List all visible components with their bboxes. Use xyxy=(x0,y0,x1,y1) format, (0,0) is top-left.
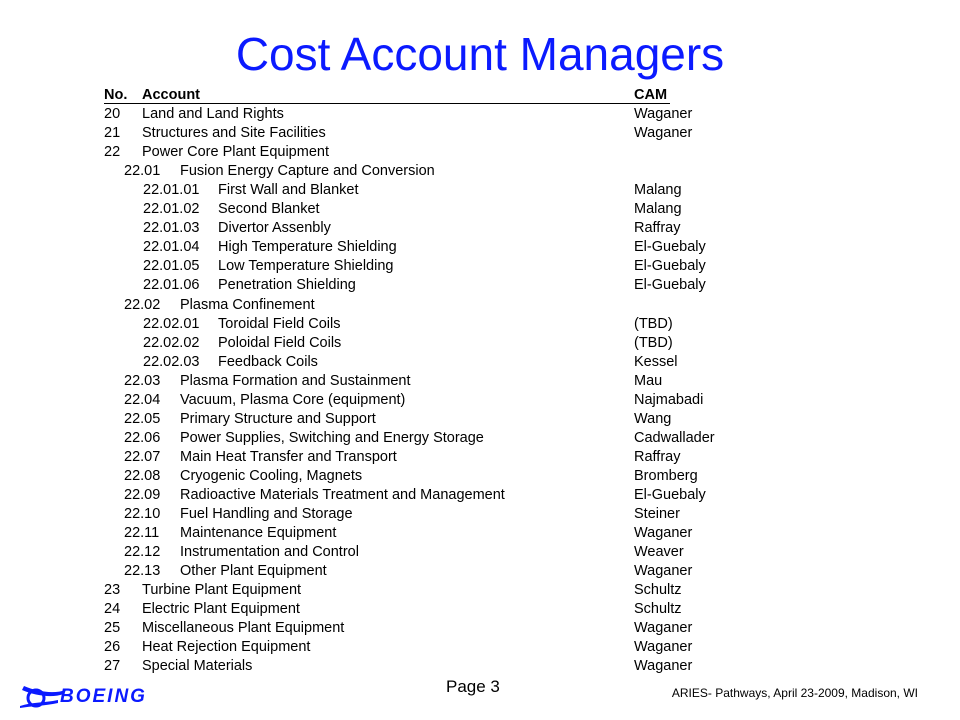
page-number: Page 3 xyxy=(446,677,500,696)
table-row xyxy=(0,181,960,200)
cam-name: Waganer xyxy=(634,658,693,675)
account-name: Instrumentation and Control xyxy=(180,544,359,561)
table-row xyxy=(0,315,960,334)
cam-name: Waganer xyxy=(634,525,693,542)
account-code: 22.01.02 xyxy=(143,201,200,218)
account-code: 21 xyxy=(104,125,121,142)
table-row xyxy=(0,124,960,143)
account-name: Special Materials xyxy=(142,658,253,675)
cam-name: Waganer xyxy=(634,563,693,580)
account-name: First Wall and Blanket xyxy=(218,182,359,199)
cam-name: Malang xyxy=(634,201,682,218)
account-code: 22.02.02 xyxy=(143,334,200,351)
table-row xyxy=(0,296,960,315)
account-name: Penetration Shielding xyxy=(218,277,356,294)
account-code: 24 xyxy=(104,601,121,618)
cam-name: Steiner xyxy=(634,506,680,523)
table-row xyxy=(0,200,960,219)
table-row xyxy=(0,524,960,543)
account-code: 22.02.03 xyxy=(143,353,200,370)
account-code: 22.05 xyxy=(124,410,161,427)
account-name: Electric Plant Equipment xyxy=(142,601,300,618)
account-code: 23 xyxy=(104,582,121,599)
account-name: Fusion Energy Capture and Conversion xyxy=(180,163,435,180)
cam-name: Waganer xyxy=(634,620,693,637)
table-row xyxy=(0,162,960,181)
account-name: Fuel Handling and Storage xyxy=(180,506,353,523)
account-code: 22.02.01 xyxy=(143,315,200,332)
account-code: 22.10 xyxy=(124,506,161,523)
account-code: 22.12 xyxy=(124,544,161,561)
cam-name: Kessel xyxy=(634,353,678,370)
cam-name: (TBD) xyxy=(634,315,673,332)
cam-name: El-Guebaly xyxy=(634,277,706,294)
cam-name: Wang xyxy=(634,410,672,427)
table-row xyxy=(0,600,960,619)
table-row xyxy=(0,372,960,391)
cam-name: Najmabadi xyxy=(634,391,704,408)
cam-name: Mau xyxy=(634,372,663,389)
account-code: 22.06 xyxy=(124,429,161,446)
cam-name: El-Guebaly xyxy=(634,486,706,503)
boeing-logo xyxy=(18,676,178,712)
account-code: 22.04 xyxy=(124,391,161,408)
account-code: 22.01.06 xyxy=(143,277,200,294)
account-code: 22.03 xyxy=(124,372,161,389)
account-code: 22 xyxy=(104,144,121,161)
account-code: 22.02 xyxy=(124,296,161,313)
cam-name: El-Guebaly xyxy=(634,258,706,275)
account-name: Maintenance Equipment xyxy=(180,525,337,542)
account-name: Poloidal Field Coils xyxy=(218,334,342,351)
cam-name: Cadwallader xyxy=(634,429,715,446)
cam-name: Weaver xyxy=(634,544,684,561)
table-row xyxy=(0,410,960,429)
table-row xyxy=(0,391,960,410)
account-name: Miscellaneous Plant Equipment xyxy=(142,620,345,637)
account-code: 22.11 xyxy=(124,525,160,542)
account-code: 25 xyxy=(104,620,121,637)
table-row xyxy=(0,429,960,448)
account-code: 22.01.04 xyxy=(143,239,200,256)
account-name: Second Blanket xyxy=(218,201,320,218)
account-code: 22.09 xyxy=(124,486,161,503)
table-row xyxy=(0,219,960,238)
account-code: 26 xyxy=(104,639,121,656)
cam-name: Malang xyxy=(634,182,682,199)
table-header xyxy=(0,86,960,105)
cam-name: El-Guebaly xyxy=(634,239,706,256)
account-name: Toroidal Field Coils xyxy=(218,315,341,332)
table-row xyxy=(0,562,960,581)
account-name: Heat Rejection Equipment xyxy=(142,639,311,656)
account-name: Cryogenic Cooling, Magnets xyxy=(180,467,363,484)
account-name: Power Supplies, Switching and Energy Storage xyxy=(180,429,484,446)
account-code: 22.01 xyxy=(124,163,161,180)
account-name: Radioactive Materials Treatment and Management xyxy=(180,486,505,503)
cam-name: Schultz xyxy=(634,601,682,618)
account-name: Feedback Coils xyxy=(218,353,318,370)
table-row xyxy=(0,238,960,257)
footer-text: ARIES- Pathways, April 23-2009, Madison, WI xyxy=(671,686,918,700)
table-row xyxy=(0,619,960,638)
account-code: 22.13 xyxy=(124,563,161,580)
cam-name: Waganer xyxy=(634,125,693,142)
cam-name: Bromberg xyxy=(634,467,698,484)
account-name: Primary Structure and Support xyxy=(180,410,376,427)
account-name: High Temperature Shielding xyxy=(218,239,397,256)
table-row xyxy=(0,467,960,486)
table-row xyxy=(0,657,960,676)
account-code: 27 xyxy=(104,658,121,675)
cam-name: Raffray xyxy=(634,220,681,237)
table-row xyxy=(0,105,960,124)
account-name: Divertor Assenbly xyxy=(218,220,331,237)
account-name: Plasma Confinement xyxy=(180,296,315,313)
account-name: Structures and Site Facilities xyxy=(142,125,326,142)
cost-account-table xyxy=(0,86,960,676)
table-row xyxy=(0,448,960,467)
table-row xyxy=(0,486,960,505)
table-row xyxy=(0,257,960,276)
cam-name: Raffray xyxy=(634,448,681,465)
table-row xyxy=(0,581,960,600)
header-no: No. xyxy=(104,87,128,103)
account-name: Vacuum, Plasma Core (equipment) xyxy=(180,391,406,408)
account-name: Power Core Plant Equipment xyxy=(142,144,329,161)
account-name: Other Plant Equipment xyxy=(180,563,327,580)
account-name: Main Heat Transfer and Transport xyxy=(180,448,397,465)
account-code: 22.01.03 xyxy=(143,220,200,237)
cam-name: Waganer xyxy=(634,106,693,123)
table-row xyxy=(0,543,960,562)
table-row xyxy=(0,143,960,162)
header-account: Account xyxy=(142,87,200,103)
account-code: 22.08 xyxy=(124,467,161,484)
account-name: Low Temperature Shielding xyxy=(218,258,394,275)
table-row xyxy=(0,505,960,524)
account-name: Land and Land Rights xyxy=(142,106,284,123)
boeing-wordmark: BOEING xyxy=(60,686,147,707)
account-code: 22.01.05 xyxy=(143,258,200,275)
table-row xyxy=(0,638,960,657)
table-body xyxy=(0,105,960,676)
account-name: Plasma Formation and Sustainment xyxy=(180,372,411,389)
account-code: 22.07 xyxy=(124,448,161,465)
cam-name: Waganer xyxy=(634,639,693,656)
account-name: Turbine Plant Equipment xyxy=(142,582,302,599)
account-code: 20 xyxy=(104,106,121,123)
table-row xyxy=(0,353,960,372)
cam-name: Schultz xyxy=(634,582,682,599)
table-row xyxy=(0,276,960,295)
cam-name: (TBD) xyxy=(634,334,673,351)
account-code: 22.01.01 xyxy=(143,182,200,199)
table-row xyxy=(0,334,960,353)
header-cam: CAM xyxy=(634,87,668,103)
slide-title: Cost Account Managers xyxy=(235,28,725,80)
